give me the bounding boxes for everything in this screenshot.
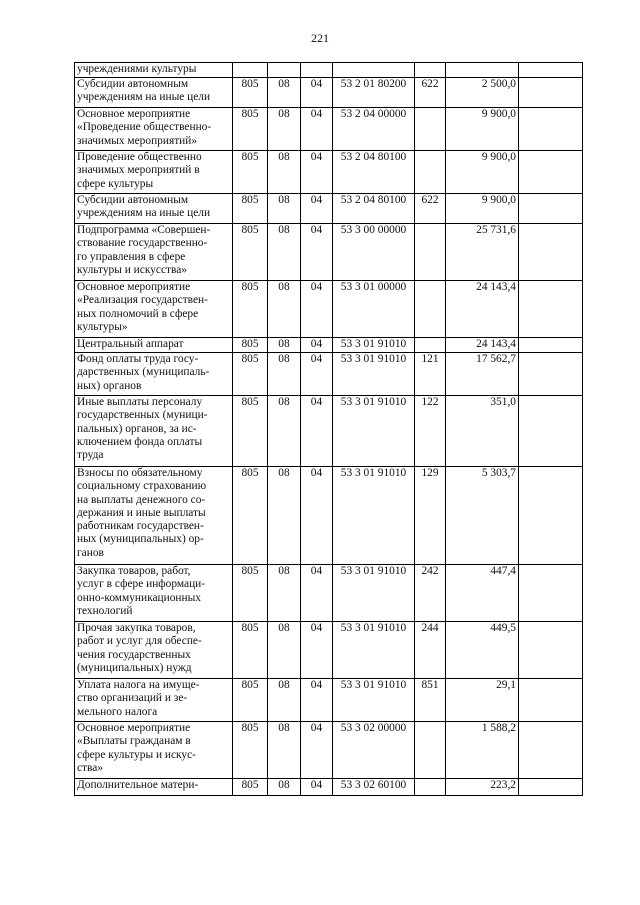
cell-ministry-code: 805 <box>233 679 268 722</box>
cell-amount: 1 588,2 <box>446 722 519 779</box>
cell-expense-type-code: 851 <box>415 679 446 722</box>
cell-ministry-code: 805 <box>233 151 268 194</box>
cell-target-article-code: 53 3 01 91010 <box>333 622 415 679</box>
cell-section-code <box>268 63 301 78</box>
cell-description: Субсидии автономным учреждениям на иные цели <box>75 194 233 224</box>
cell-expense-type-code: 129 <box>415 467 446 565</box>
cell-target-article-code: 53 2 04 80100 <box>333 151 415 194</box>
table-row <box>75 281 583 338</box>
table-row <box>75 224 583 281</box>
cell-amount <box>446 63 519 78</box>
cell-section-code: 08 <box>268 622 301 679</box>
cell-amount: 223,2 <box>446 779 519 796</box>
cell-expense-type-code: 622 <box>415 194 446 224</box>
cell-amount: 351,0 <box>446 396 519 467</box>
cell-description: Проведение общественно значимых мероприятий в сфере культуры <box>75 151 233 194</box>
cell-description: Основное мероприятие «Выплаты гражданам в сфере культуры и искус- ства» <box>75 722 233 779</box>
cell-description: Дополнительное матери- <box>75 779 233 796</box>
cell-description: Основное мероприятие «Проведение общественно- значимых мероприятий» <box>75 108 233 151</box>
table-row <box>75 722 583 779</box>
table-row <box>75 63 583 78</box>
cell-amount: 24 143,4 <box>446 338 519 353</box>
cell-description: Взносы по обязательному социальному страхованию на выплаты денежного со- держания и иные выплаты работникам государствен- ных (муниципальных) ор- ганов <box>75 467 233 565</box>
cell-target-article-code: 53 3 01 00000 <box>333 281 415 338</box>
cell-section-code: 08 <box>268 108 301 151</box>
cell-expense-type-code: 121 <box>415 353 446 396</box>
budget-table-body <box>75 63 583 796</box>
cell-extra <box>519 679 583 722</box>
cell-subsection-code: 04 <box>301 224 333 281</box>
cell-amount: 29,1 <box>446 679 519 722</box>
cell-amount: 2 500,0 <box>446 78 519 108</box>
table-row <box>75 565 583 622</box>
cell-ministry-code: 805 <box>233 338 268 353</box>
cell-amount: 17 562,7 <box>446 353 519 396</box>
cell-amount: 449,5 <box>446 622 519 679</box>
cell-extra <box>519 63 583 78</box>
cell-description: Основное мероприятие «Реализация государствен- ных полномочий в сфере культуры» <box>75 281 233 338</box>
cell-expense-type-code <box>415 108 446 151</box>
cell-extra <box>519 281 583 338</box>
table-row <box>75 194 583 224</box>
cell-extra <box>519 353 583 396</box>
cell-subsection-code: 04 <box>301 467 333 565</box>
cell-section-code: 08 <box>268 396 301 467</box>
cell-extra <box>519 78 583 108</box>
cell-section-code: 08 <box>268 224 301 281</box>
cell-subsection-code: 04 <box>301 78 333 108</box>
cell-description: Закупка товаров, работ, услуг в сфере информаци- онно-коммуникационных технологий <box>75 565 233 622</box>
cell-subsection-code: 04 <box>301 353 333 396</box>
cell-subsection-code: 04 <box>301 679 333 722</box>
cell-ministry-code: 805 <box>233 565 268 622</box>
cell-extra <box>519 722 583 779</box>
table-row <box>75 78 583 108</box>
cell-subsection-code: 04 <box>301 281 333 338</box>
table-row <box>75 151 583 194</box>
table-row <box>75 622 583 679</box>
cell-target-article-code: 53 3 01 91010 <box>333 353 415 396</box>
cell-subsection-code: 04 <box>301 779 333 796</box>
cell-section-code: 08 <box>268 565 301 622</box>
cell-subsection-code: 04 <box>301 722 333 779</box>
cell-extra <box>519 565 583 622</box>
cell-extra <box>519 338 583 353</box>
cell-target-article-code: 53 3 02 00000 <box>333 722 415 779</box>
cell-ministry-code: 805 <box>233 194 268 224</box>
cell-description: Фонд оплаты труда госу- дарственных (муниципаль- ных) органов <box>75 353 233 396</box>
page-number: 221 <box>311 31 329 45</box>
cell-section-code: 08 <box>268 281 301 338</box>
cell-amount: 24 143,4 <box>446 281 519 338</box>
cell-description: Субсидии автономным учреждениям на иные цели <box>75 78 233 108</box>
cell-section-code: 08 <box>268 779 301 796</box>
cell-expense-type-code <box>415 281 446 338</box>
cell-section-code: 08 <box>268 467 301 565</box>
cell-section-code: 08 <box>268 722 301 779</box>
cell-target-article-code: 53 3 01 91010 <box>333 565 415 622</box>
cell-target-article-code: 53 3 00 00000 <box>333 224 415 281</box>
cell-extra <box>519 622 583 679</box>
cell-target-article-code: 53 3 02 60100 <box>333 779 415 796</box>
table-row <box>75 467 583 565</box>
cell-amount: 9 900,0 <box>446 194 519 224</box>
budget-table <box>74 62 583 796</box>
cell-subsection-code: 04 <box>301 194 333 224</box>
cell-description: Прочая закупка товаров, работ и услуг для обеспе- чения государственных (муниципальных) нужд <box>75 622 233 679</box>
table-row <box>75 779 583 796</box>
cell-subsection-code: 04 <box>301 622 333 679</box>
cell-section-code: 08 <box>268 679 301 722</box>
cell-ministry-code: 805 <box>233 622 268 679</box>
cell-amount: 9 900,0 <box>446 108 519 151</box>
cell-target-article-code: 53 2 04 00000 <box>333 108 415 151</box>
cell-target-article-code: 53 3 01 91010 <box>333 679 415 722</box>
cell-description: Центральный аппарат <box>75 338 233 353</box>
cell-description: Иные выплаты персоналу государственных (муници- пальных) органов, за ис- ключением фонда оплаты труда <box>75 396 233 467</box>
cell-amount: 5 303,7 <box>446 467 519 565</box>
cell-ministry-code: 805 <box>233 779 268 796</box>
table-row <box>75 108 583 151</box>
cell-expense-type-code: 244 <box>415 622 446 679</box>
cell-section-code: 08 <box>268 78 301 108</box>
cell-target-article-code: 53 3 01 91010 <box>333 467 415 565</box>
cell-expense-type-code: 242 <box>415 565 446 622</box>
cell-expense-type-code <box>415 151 446 194</box>
cell-ministry-code: 805 <box>233 224 268 281</box>
cell-target-article-code: 53 3 01 91010 <box>333 338 415 353</box>
cell-extra <box>519 396 583 467</box>
cell-ministry-code: 805 <box>233 467 268 565</box>
cell-section-code: 08 <box>268 194 301 224</box>
cell-extra <box>519 194 583 224</box>
cell-target-article-code: 53 2 04 80100 <box>333 194 415 224</box>
cell-ministry-code: 805 <box>233 108 268 151</box>
cell-subsection-code: 04 <box>301 565 333 622</box>
cell-section-code: 08 <box>268 353 301 396</box>
cell-ministry-code: 805 <box>233 396 268 467</box>
cell-ministry-code <box>233 63 268 78</box>
cell-subsection-code <box>301 63 333 78</box>
cell-description: учреждениями культуры <box>75 63 233 78</box>
cell-ministry-code: 805 <box>233 281 268 338</box>
cell-extra <box>519 779 583 796</box>
cell-section-code: 08 <box>268 338 301 353</box>
cell-subsection-code: 04 <box>301 338 333 353</box>
cell-expense-type-code <box>415 779 446 796</box>
cell-ministry-code: 805 <box>233 722 268 779</box>
cell-amount: 9 900,0 <box>446 151 519 194</box>
table-row <box>75 679 583 722</box>
cell-extra <box>519 467 583 565</box>
cell-target-article-code: 53 3 01 91010 <box>333 396 415 467</box>
cell-expense-type-code <box>415 338 446 353</box>
cell-description: Подпрограмма «Совершен- ствование государственно- го управления в сфере культуры и искусства» <box>75 224 233 281</box>
cell-subsection-code: 04 <box>301 151 333 194</box>
cell-extra <box>519 108 583 151</box>
cell-expense-type-code <box>415 722 446 779</box>
cell-section-code: 08 <box>268 151 301 194</box>
cell-expense-type-code <box>415 63 446 78</box>
cell-extra <box>519 224 583 281</box>
table-row <box>75 396 583 467</box>
cell-subsection-code: 04 <box>301 108 333 151</box>
cell-expense-type-code: 122 <box>415 396 446 467</box>
cell-subsection-code: 04 <box>301 396 333 467</box>
cell-description: Уплата налога на имуще- ство организаций и зе- мельного налога <box>75 679 233 722</box>
cell-expense-type-code <box>415 224 446 281</box>
cell-amount: 25 731,6 <box>446 224 519 281</box>
cell-extra <box>519 151 583 194</box>
cell-expense-type-code: 622 <box>415 78 446 108</box>
cell-ministry-code: 805 <box>233 353 268 396</box>
cell-ministry-code: 805 <box>233 78 268 108</box>
table-row <box>75 353 583 396</box>
cell-target-article-code <box>333 63 415 78</box>
cell-amount: 447,4 <box>446 565 519 622</box>
table-row <box>75 338 583 353</box>
cell-target-article-code: 53 2 01 80200 <box>333 78 415 108</box>
